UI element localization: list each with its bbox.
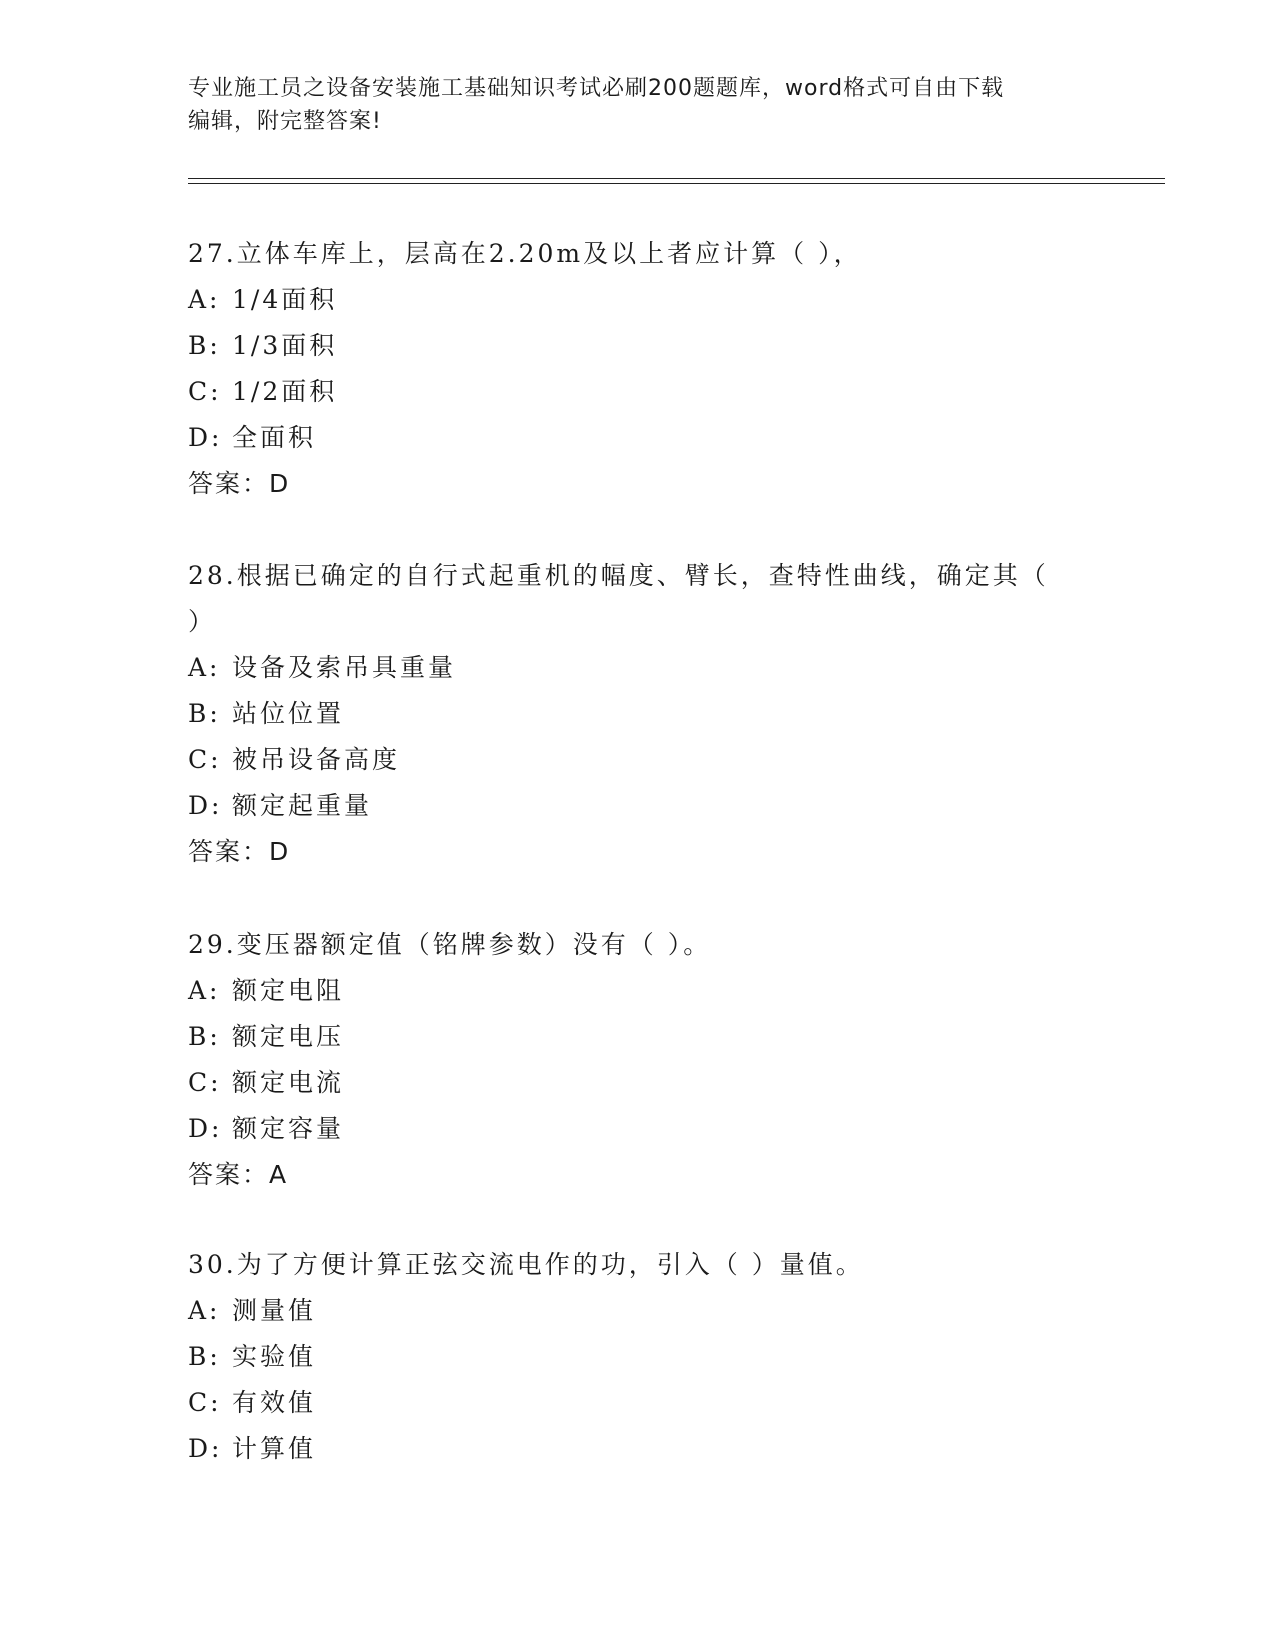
option-letter: C:	[188, 377, 222, 406]
option-letter: B:	[188, 1022, 221, 1051]
question-29	[188, 922, 1088, 1198]
header-line-1: 专业施工员之设备安装施工基础知识考试必刷200题题库，word格式可自由下载	[188, 76, 1005, 101]
option-text: 被吊设备高度	[232, 745, 401, 774]
option-letter: C:	[188, 745, 222, 774]
option-letter: B:	[188, 331, 221, 360]
option-letter: D:	[188, 423, 223, 452]
option-letter: A:	[188, 1296, 221, 1325]
option-b	[188, 691, 1088, 737]
option-text: 额定电流	[232, 1068, 345, 1097]
option-text: 额定电阻	[232, 976, 345, 1005]
question-stem: 30.为了方便计算正弦交流电作的功，引入（ ）量值。	[188, 1250, 864, 1279]
option-text: 额定电压	[232, 1022, 345, 1051]
option-a	[188, 968, 1088, 1014]
question-28	[188, 553, 1088, 875]
header-line-2: 编辑，附完整答案!	[188, 109, 382, 134]
option-text: 1/4面积	[232, 285, 338, 314]
answer-line: 答案：A	[188, 1160, 289, 1189]
option-letter: C:	[188, 1068, 222, 1097]
option-c	[188, 1380, 1088, 1426]
answer-line: 答案：D	[188, 837, 291, 866]
option-letter: A:	[188, 653, 221, 682]
option-c	[188, 369, 1088, 415]
option-text: 全面积	[232, 423, 317, 452]
option-c	[188, 737, 1088, 783]
option-text: 设备及索吊具重量	[232, 653, 457, 682]
header-rule-top	[188, 178, 1165, 179]
question-stem-continued: ）	[188, 607, 217, 636]
question-27	[188, 231, 1088, 507]
option-letter: D:	[188, 1114, 223, 1143]
option-letter: B:	[188, 699, 221, 728]
option-letter: A:	[188, 285, 221, 314]
header-rule-bottom	[188, 183, 1165, 184]
option-b	[188, 323, 1088, 369]
option-a	[188, 1288, 1088, 1334]
question-30	[188, 1242, 1088, 1472]
question-stem: 29.变压器额定值（铭牌参数）没有（ ）。	[188, 930, 712, 959]
option-text: 1/2面积	[232, 377, 338, 406]
option-letter: D:	[188, 1434, 223, 1463]
document-header	[188, 72, 1088, 138]
option-d	[188, 1106, 1088, 1152]
option-letter: D:	[188, 791, 223, 820]
option-letter: A:	[188, 976, 221, 1005]
question-stem: 27.立体车库上，层高在2.20m及以上者应计算（ ），	[188, 239, 862, 268]
option-a	[188, 645, 1088, 691]
option-text: 额定容量	[232, 1114, 345, 1143]
option-text: 实验值	[232, 1342, 317, 1371]
option-text: 计算值	[232, 1434, 317, 1463]
option-text: 站位位置	[232, 699, 345, 728]
option-text: 额定起重量	[232, 791, 373, 820]
question-stem: 28.根据已确定的自行式起重机的幅度、臂长，查特性曲线，确定其（	[188, 561, 1049, 590]
answer-line: 答案：D	[188, 469, 291, 498]
option-d	[188, 415, 1088, 461]
option-b	[188, 1014, 1088, 1060]
option-b	[188, 1334, 1088, 1380]
option-d	[188, 783, 1088, 829]
option-text: 有效值	[232, 1388, 317, 1417]
option-letter: C:	[188, 1388, 222, 1417]
option-text: 测量值	[232, 1296, 317, 1325]
option-c	[188, 1060, 1088, 1106]
option-letter: B:	[188, 1342, 221, 1371]
option-a	[188, 277, 1088, 323]
option-text: 1/3面积	[232, 331, 338, 360]
option-d	[188, 1426, 1088, 1472]
